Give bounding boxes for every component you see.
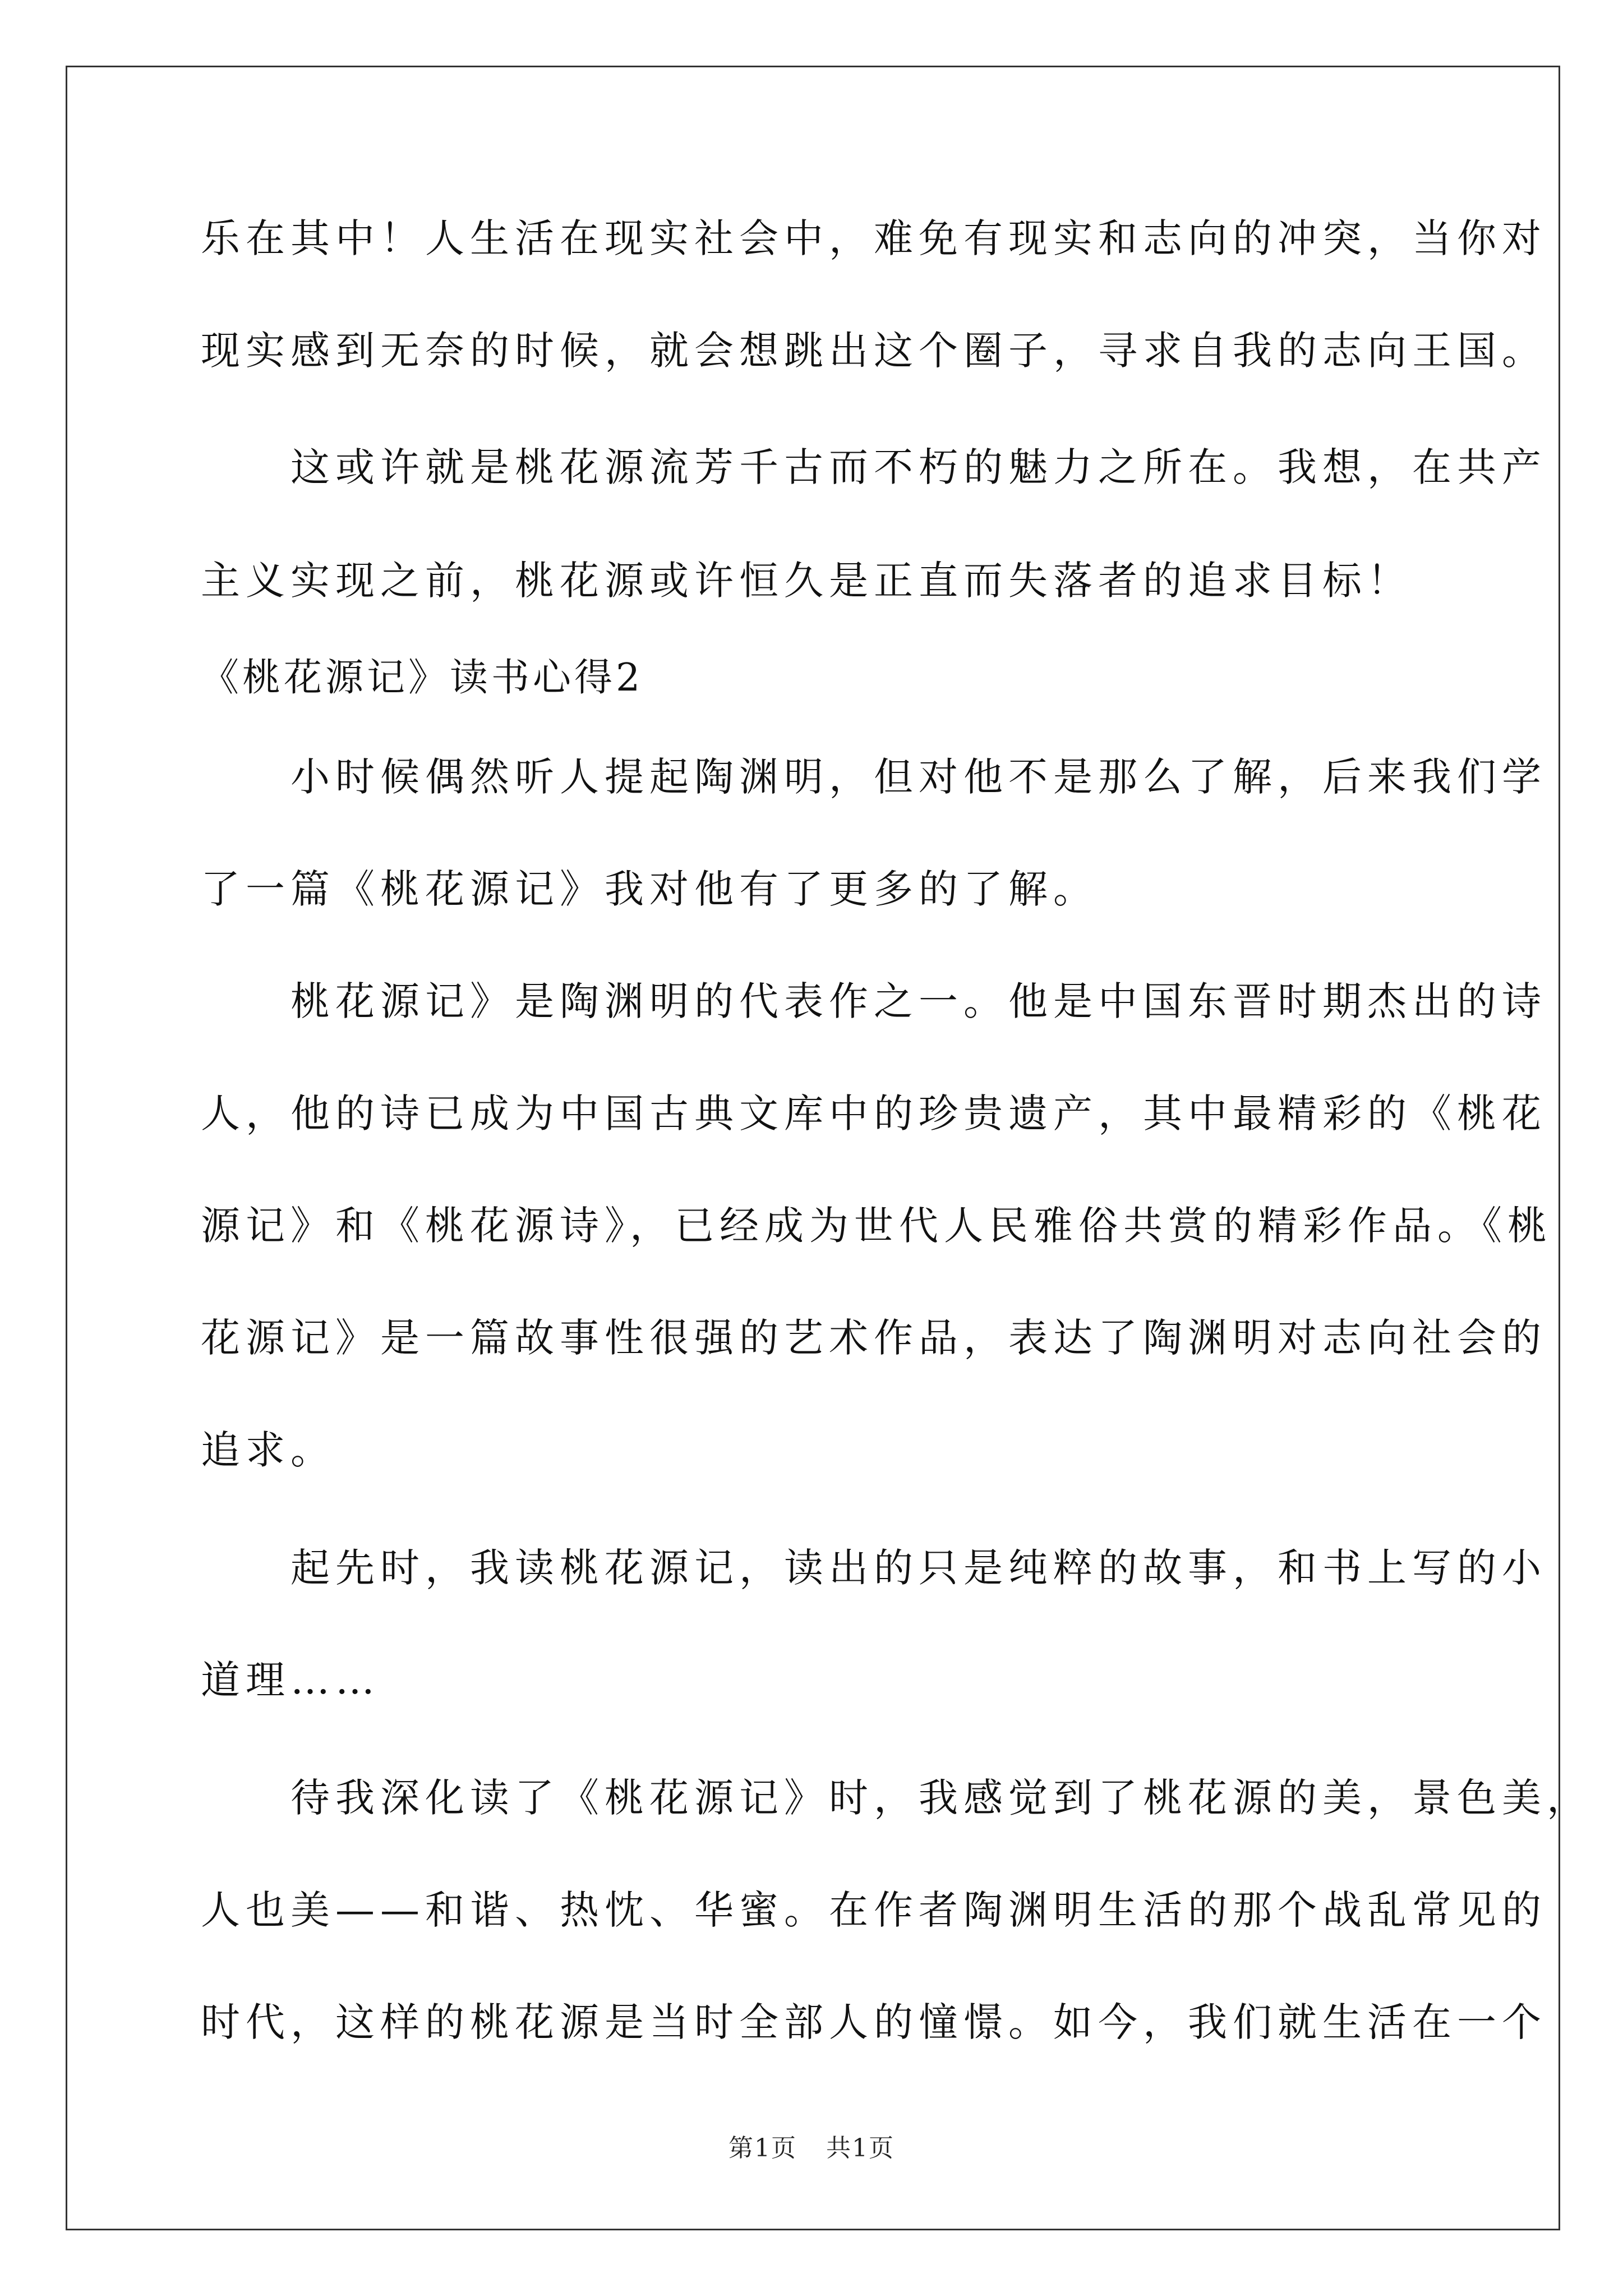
text-line: 花源记》是一篇故事性很强的艺术作品，表达了陶渊明对志向社会的 <box>201 1315 1547 1361</box>
section-heading: 《桃花源记》读书心得2 <box>201 656 644 700</box>
page-total: 共1页 <box>826 2134 895 2162</box>
text-line: 人，他的诗已成为中国古典文库中的珍贵遗产，其中最精彩的《桃花 <box>201 1091 1547 1137</box>
text-line: 桃花源记》是陶渊明的代表作之一。他是中国东晋时期杰出的诗 <box>201 978 1547 1024</box>
text-line: 了一篇《桃花源记》我对他有了更多的了解。 <box>201 866 1098 912</box>
text-line: 追求。 <box>201 1427 335 1473</box>
text-line: 乐在其中！人生活在现实社会中，难免有现实和志向的冲突，当你对 <box>201 215 1547 261</box>
text-line: 人也美——和谐、热忱、华蜜。在作者陶渊明生活的那个战乱常见的 <box>201 1887 1547 1933</box>
text-line: 现实感到无奈的时候，就会想跳出这个圈子，寻求自我的志向王国。 <box>201 328 1547 374</box>
text-line: 时代，这样的桃花源是当时全部人的憧憬。如今，我们就生活在一个 <box>201 1999 1547 2045</box>
text-line: 这或许就是桃花源流芳千古而不朽的魅力之所在。我想，在共产 <box>201 444 1547 490</box>
page-number: 第1页 <box>728 2134 797 2162</box>
text-line: 主义实现之前，桃花源或许恒久是正直而失落者的追求目标！ <box>201 558 1412 604</box>
page-footer <box>0 2132 1623 2165</box>
text-line: 起先时，我读桃花源记，读出的只是纯粹的故事，和书上写的小 <box>201 1545 1547 1591</box>
text-line: 道理…… <box>201 1657 380 1703</box>
text-line: 小时候偶然听人提起陶渊明，但对他不是那么了解，后来我们学 <box>201 754 1547 800</box>
text-line: 源记》和《桃花源诗》，已经成为世代人民雅俗共赏的精彩作品。《桃 <box>201 1203 1552 1249</box>
text-line: 待我深化读了《桃花源记》时，我感觉到了桃花源的美，景色美， <box>201 1775 1592 1821</box>
